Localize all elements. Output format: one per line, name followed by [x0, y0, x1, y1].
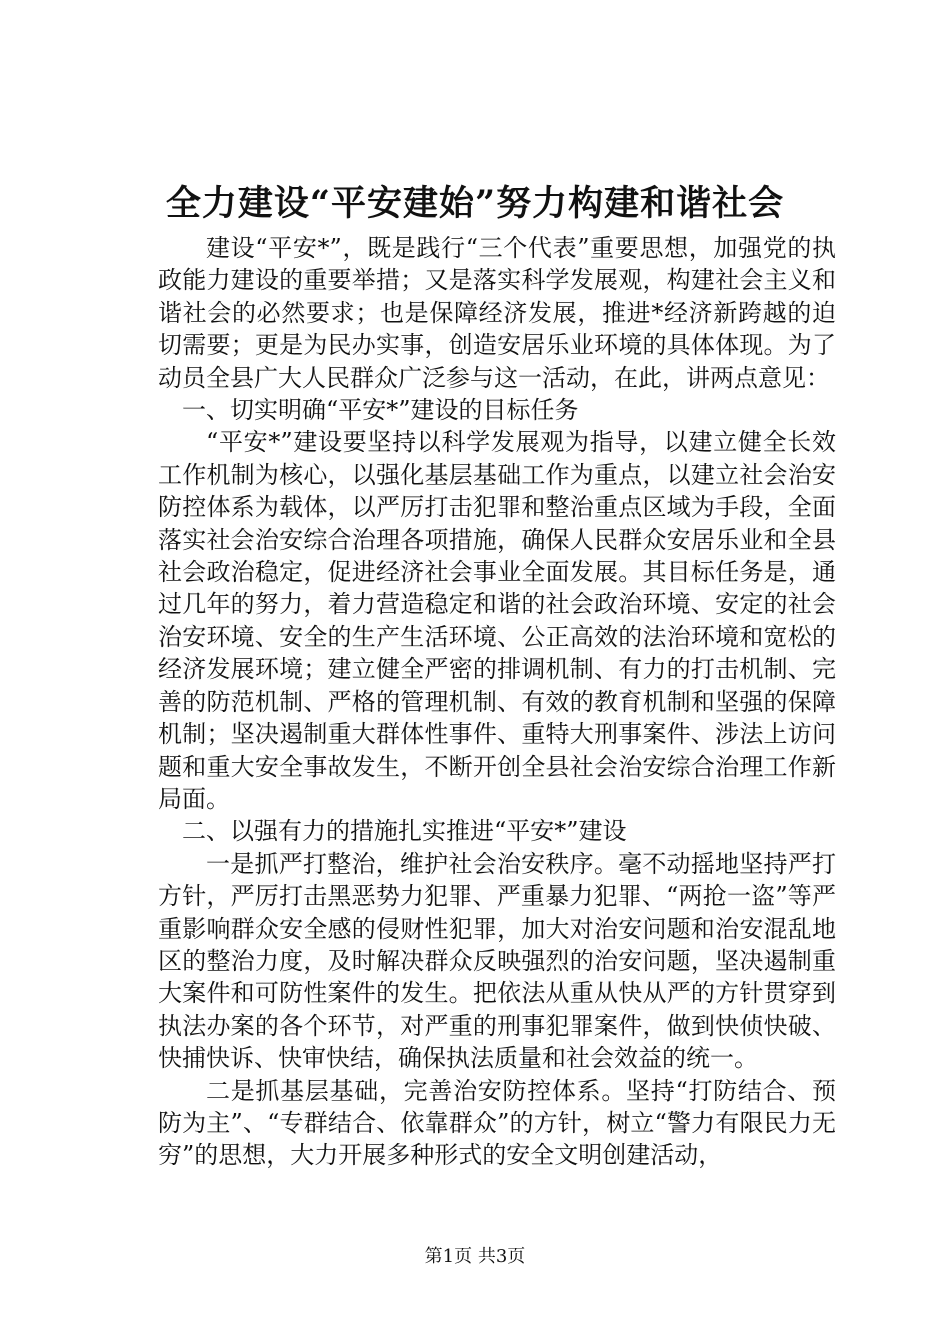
section-2-paragraph-1: 一是抓严打整治，维护社会治安秩序。毫不动摇地坚持严打方针，严厉打击黑恶势力犯罪、严重暴力犯罪、“两抢一盗”等严重影响群众安全感的侵财性犯罪，加大对治安问题和治安混乱地区的整治力度，及时解决群众反映强烈的治安问题，坚决遏制重大案件和可防性案件的发生。把依法从重从快从严的方针贯穿到执法办案的各个环节，对严重的刑事犯罪案件，做到快侦快破、快捕快诉、快审快结，确保执法质量和社会效益的统一。	[158, 849, 836, 1073]
section-1-paragraph: “平安*”建设要坚持以科学发展观为指导，以建立健全长效工作机制为核心，以强化基层基础工作为重点，以建立社会治安防控体系为载体，以严厉打击犯罪和整治重点区域为手段，全面落实社会治安综合治理各项措施，确保人民群众安居乐业和全县社会政治稳定，促进经济社会事业全面发展。其目标任务是，通过几年的努力，着力营造稳定和谐的社会政治环境、安定的社会治安环境、安全的生产生活环境、公正高效的法治环境和宽松的经济发展环境；建立健全严密的排调机制、有力的打击机制、完善的防范机制、严格的管理机制、有效的教育机制和坚强的保障机制；坚决遏制重大群体性事件、重特大刑事案件、涉法上访问题和重大安全事故发生，不断开创全县社会治安综合治理工作新局面。	[158, 428, 836, 813]
document-body	[158, 232, 836, 1172]
page-number-footer: 第1页 共3页	[424, 1246, 526, 1267]
intro-paragraph: 建设“平安*”，既是践行“三个代表”重要思想，加强党的执政能力建设的重要举措；又是落实科学发展观，构建社会主义和谐社会的必然要求；也是保障经济发展，推进*经济新跨越的迫切需要；更是为民办实事，创造安居乐业环境的具体体现。为了动员全县广大人民群众广泛参与这一活动，在此，讲两点意见：	[158, 234, 836, 392]
section-heading-1: 一、切实明确“平安*”建设的目标任务	[182, 396, 579, 425]
section-2-paragraph-2: 二是抓基层基础，完善治安防控体系。坚持“打防结合、预防为主”、“专群结合、依靠群众”的方针，树立“警力有限民力无穷”的思想，大力开展多种形式的安全文明创建活动，	[158, 1076, 836, 1170]
section-heading-2: 二、以强有力的措施扎实推进“平安*”建设	[182, 817, 627, 846]
document-title: 全力建设“平安建始”努力构建和谐社会	[165, 183, 785, 224]
